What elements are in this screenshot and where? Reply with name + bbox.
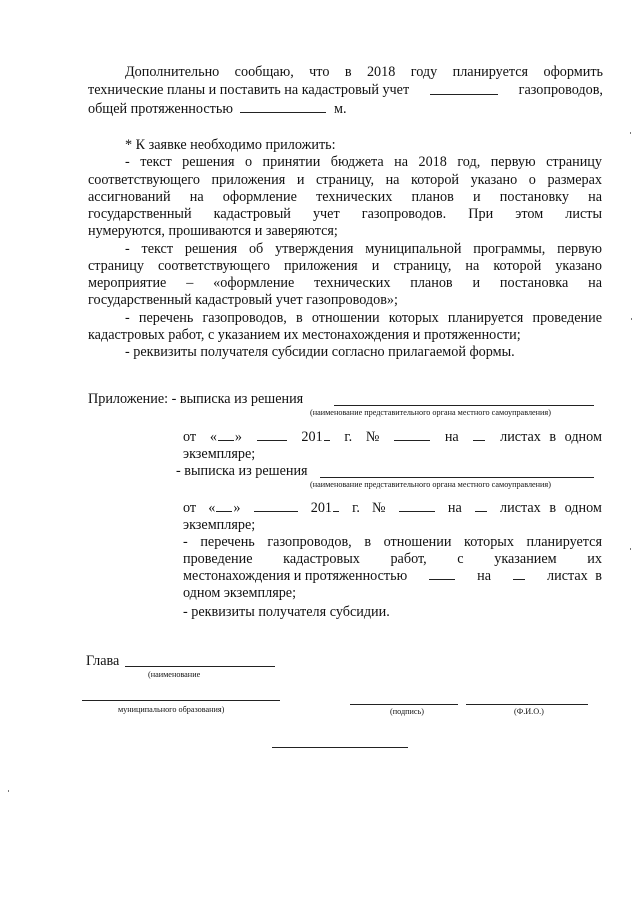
pages-blank-1 — [473, 429, 485, 441]
on-1: на — [444, 429, 459, 445]
number-blank-2 — [399, 500, 435, 512]
year-g-2: г. — [352, 500, 360, 516]
date-from-1: от — [183, 429, 197, 445]
name-caption: (наименование — [148, 670, 201, 679]
fio-blank — [466, 704, 588, 705]
item1-line-3: ассигнований на оформление технических планов и постановку на — [88, 189, 602, 205]
list-line-3-text: местонахождения и протяженностью — [183, 568, 408, 584]
appendix-caption-2: (наименование представительного органа местного самоуправления) — [310, 480, 551, 489]
gas-pipeline-count-blank — [430, 82, 498, 95]
pages-blank-2 — [475, 500, 487, 512]
item1-line-5: нумеруются, прошиваются и заверяются; — [88, 223, 338, 239]
intro-line-2 — [88, 82, 603, 98]
intro-line-3-unit: м. — [334, 101, 347, 117]
quote-close-2: » — [233, 500, 241, 516]
scan-speck — [631, 318, 632, 320]
year-prefix-2: 201 — [310, 500, 332, 516]
closing-rule — [272, 747, 408, 748]
year-blank-2 — [333, 500, 339, 512]
item3-line-2: кадастровых работ, с указанием их местонахождения и протяженности; — [88, 327, 521, 343]
quote-open-2: « — [208, 500, 216, 516]
list-line-3-tail: листах в — [547, 568, 602, 584]
appendix-list-line-2: проведение кадастровых работ, с указанием их — [183, 551, 602, 567]
head-title-blank — [125, 666, 275, 667]
year-2 — [311, 500, 340, 516]
month-blank-2 — [254, 500, 298, 512]
item3-line-1: - перечень газопроводов, в отношении которых планируется проведение — [125, 310, 602, 326]
quote-open-1: « — [209, 429, 217, 445]
list-length-blank — [429, 568, 455, 580]
scan-speck — [630, 132, 631, 134]
month-blank-1 — [257, 429, 287, 441]
scan-speck — [630, 548, 631, 550]
pages-tail-2: листах в одном — [500, 500, 602, 516]
item4-line: - реквизиты получателя субсидии согласно прилагаемой формы. — [125, 344, 515, 360]
item2-line-3: мероприятие – «оформление технических планов и постановка на — [88, 275, 602, 291]
municipality-caption: муниципального образования) — [118, 705, 225, 714]
list-line-3-on: на — [477, 568, 492, 584]
number-sign-2: № — [372, 500, 386, 516]
appendix-date-line-2 — [183, 500, 602, 516]
appendix-body-name-blank-2 — [320, 477, 594, 478]
item2-line-2: страницу соответствующего приложения и страницу, на которой указано — [88, 258, 602, 274]
year-prefix-1: 201 — [301, 429, 323, 445]
appendix-label: Приложение: - выписка из решения — [88, 391, 304, 407]
appendix-copy-2: экземпляре; — [183, 517, 256, 533]
municipality-blank — [82, 700, 280, 701]
intro-line-3-text: общей протяженностью — [88, 101, 233, 117]
signature-blank — [350, 704, 458, 705]
date-day-1 — [210, 429, 242, 445]
date-from-2: от — [183, 500, 197, 516]
appendix-list-line-3 — [183, 568, 602, 584]
signature-caption: (подпись) — [390, 707, 424, 716]
appendix-extract-2: - выписка из решения — [176, 463, 308, 479]
item1-line-4: государственный кадастровый учет газопроводов. При этом листы — [88, 206, 602, 222]
item2-line-4: государственный кадастровый учет газопроводов»; — [88, 292, 398, 308]
year-1 — [301, 429, 330, 445]
quote-close-1: » — [234, 429, 242, 445]
attachments-heading: * К заявке необходимо приложить: — [125, 137, 336, 153]
day-blank-2 — [216, 500, 232, 512]
intro-line-2-text: технические планы и поставить на кадастровый учет — [88, 82, 410, 98]
list-pages-blank — [513, 568, 525, 580]
appendix-list-line-1: - перечень газопроводов, в отношении которых планируется — [183, 534, 602, 550]
appendix-copy-1: экземпляре; — [183, 446, 256, 462]
year-blank-1 — [324, 429, 330, 441]
item2-line-1: - текст решения об утверждения муниципальной программы, первую — [125, 241, 602, 257]
head-label: Глава — [86, 653, 120, 669]
total-length-blank — [240, 100, 326, 113]
on-2: на — [447, 500, 462, 516]
intro-line-1: Дополнительно сообщаю, что в 2018 году планируется оформить — [125, 64, 603, 80]
number-blank-1 — [394, 429, 430, 441]
appendix-requisites: - реквизиты получателя субсидии. — [183, 604, 390, 620]
year-g-1: г. — [344, 429, 353, 445]
item1-line-2: соответствующего приложения и страницу, на которой указано о размерах — [88, 172, 602, 188]
fio-caption: (Ф.И.О.) — [514, 707, 544, 716]
appendix-body-name-blank — [334, 405, 594, 406]
appendix-list-line-4: одном экземпляре; — [183, 585, 297, 601]
appendix-caption: (наименование представительного органа местного самоуправления) — [310, 408, 551, 417]
intro-line-3 — [88, 100, 347, 117]
number-sign-1: № — [365, 429, 380, 445]
intro-line-2-tail: газопроводов, — [518, 82, 603, 98]
item1-line-1: - текст решения о принятии бюджета на 2018 год, первую страницу — [125, 154, 602, 170]
pages-tail-1: листах в одном — [500, 429, 602, 445]
scan-speck — [8, 790, 9, 792]
day-blank-1 — [218, 429, 234, 441]
date-day-2 — [208, 500, 240, 516]
appendix-date-line-1 — [183, 429, 602, 445]
